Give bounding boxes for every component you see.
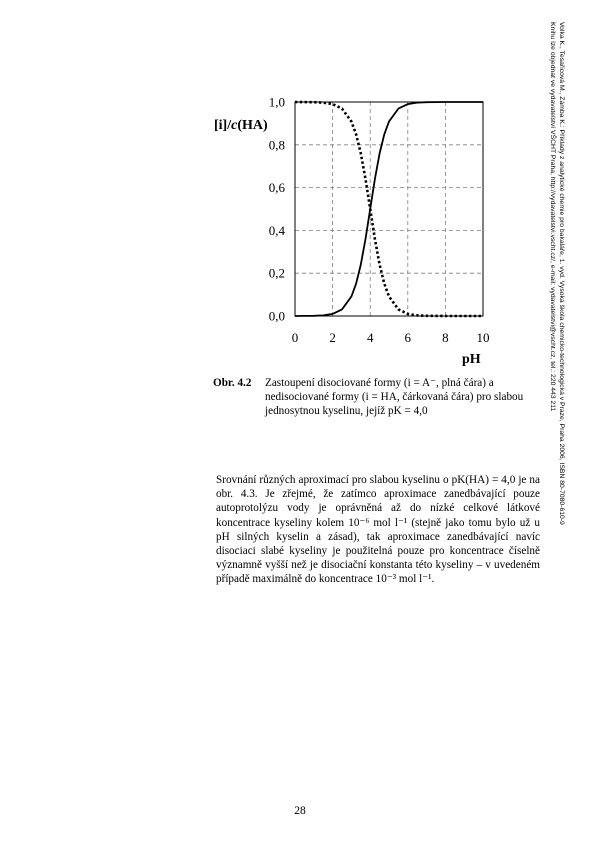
y-tick-label: 0,4: [268, 222, 285, 238]
x-tick-label: 6: [404, 330, 412, 345]
y-axis-title-italic: c: [231, 118, 238, 133]
y-axis-title-part: (HA): [237, 118, 268, 133]
x-axis-title: pH: [462, 352, 481, 367]
figure-caption-text: Zastoupení disociované formy (i = A⁻, plná čára) a nedisociované formy (i = HA, čárkovaná čára) pro slabou jednosytnou kyselinu, jejíž pK = 4,0: [265, 377, 524, 417]
x-tick-label: 10: [476, 330, 490, 345]
y-axis-title-part: [i]/: [214, 118, 232, 133]
x-tick-label: 8: [442, 330, 449, 345]
plot-frame: [295, 102, 483, 316]
tick-labels: [269, 95, 490, 346]
y-tick-label: 0,2: [268, 265, 285, 281]
x-tick-label: 0: [291, 330, 299, 345]
body-paragraph: Srovnání různých aproximací pro slabou kyselinu o pK(HA) = 4,0 je na obr. 4.3. Je zřejmé, že zatímco aproximace zanedbávající pouze autoprotolýzu vody je oprávněná až do nízké celkové látkové koncentrace kyseliny kolem 10⁻⁶ mol l⁻¹ (stejně jako tomu bylo už u pH silných kyselin a zásad), tak aproximace zanedbávající navíc disociaci slabé kyseliny je použitelná pouze pro koncentrace číselně významně vyšší než je disociační konstanta této kyseliny – v uvedeném případě maximálně do koncentrace 10⁻³ mol l⁻¹.: [216, 474, 540, 586]
side-note-line-1: Volka K., Tesařicová M., Zámba K.: Příklady z analytické chemie pro bakaláře, 1. vyd. Vysoká škola chemicko-technologická v Praze, Praha 2006, ISBN 80-7080-610-9: [558, 22, 565, 525]
figure-caption: [213, 376, 543, 418]
y-tick-label: 0,6: [268, 180, 285, 196]
series-layer: [295, 102, 483, 316]
grid-lines: [295, 102, 483, 316]
y-axis-title: [214, 118, 268, 133]
y-tick-label: 0,0: [268, 308, 285, 324]
side-note-line-2: Knihu lze objednat ve vydavatelství VŠCHT Praha, http://vydavatelstvi.vscht.cz/, e-mail: vydavatelstvi@vscht.cz, tel.: 220 443 211: [549, 22, 556, 412]
figure-caption-label: Obr. 4.2: [213, 377, 252, 389]
series-line-a-solid: [295, 102, 483, 316]
page-number: 28: [294, 805, 306, 817]
x-tick-label: 4: [366, 330, 374, 345]
x-tick-label: 2: [329, 330, 336, 345]
y-tick-label: 1,0: [268, 94, 285, 110]
chart: [0, 0, 600, 370]
series-line-ha-dotted: [295, 102, 483, 316]
side-citation-note: [548, 22, 566, 782]
y-tick-label: 0,8: [268, 137, 285, 153]
